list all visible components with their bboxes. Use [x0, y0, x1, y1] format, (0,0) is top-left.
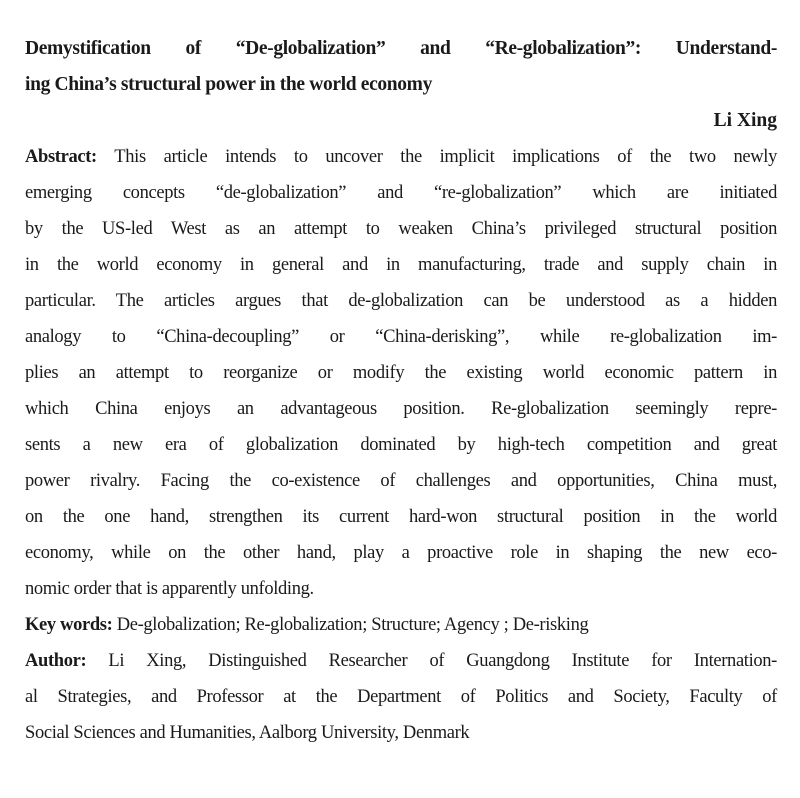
abstract-line: in the world economy in general and in manufacturing, trade and supply chain in — [25, 255, 777, 275]
abstract-line: power rivalry. Facing the co‑existence of challenges and opportunities, China must, — [25, 471, 777, 491]
abstract-line: on the one hand, strengthen its current hard‑won structural position in the world — [25, 507, 777, 527]
author-info-line: al Strategies, and Professor at the Department of Politics and Society, Faculty of — [25, 687, 777, 707]
abstract-line: emerging concepts “de‑globalization” and “re‑globalization” which are initiated — [25, 183, 777, 203]
author-info-label: Author: — [25, 651, 87, 671]
abstract-line: sents a new era of globalization dominated by high‑tech competition and great — [25, 435, 777, 455]
abstract-label: Abstract: — [25, 147, 97, 167]
author-info-line: Social Sciences and Humanities, Aalborg University, Denmark — [25, 723, 470, 743]
author-name: Li Xing — [713, 110, 777, 131]
abstract-text: This article intends to uncover the implicit implications of the two newly — [96, 147, 777, 167]
keywords-label: Key words: — [25, 615, 113, 635]
author-info-text: Li Xing, Distinguished Researcher of Guangdong Institute for Internation- — [86, 651, 777, 671]
abstract-line: by the US‑led West as an attempt to weaken China’s privileged structural position — [25, 219, 777, 239]
abstract-line: plies an attempt to reorganize or modify the existing world economic pattern in — [25, 363, 777, 383]
abstract-line: nomic order that is apparently unfolding. — [25, 579, 314, 599]
abstract-line — [25, 139, 777, 175]
keywords-line — [25, 607, 777, 643]
abstract-line: analogy to “China‑decoupling” or “China‑derisking”, while re‑globalization im- — [25, 327, 777, 347]
paper-title-line-2: ing China’s structural power in the world economy — [25, 74, 432, 95]
abstract-line: economy, while on the other hand, play a proactive role in shaping the new eco- — [25, 543, 777, 563]
author-info-line — [25, 643, 777, 679]
paper-page — [25, 31, 777, 751]
keywords-text: De‑globalization; Re‑globalization; Structure; Agency ; De‑risking — [112, 615, 589, 635]
abstract-line: which China enjoys an advantageous position. Re‑globalization seemingly repre- — [25, 399, 777, 419]
abstract-line: particular. The articles argues that de‑globalization can be understood as a hidden — [25, 291, 777, 311]
paper-title-line-1: Demystification of “De‑globalization” and “Re‑globalization”: Understand- — [25, 38, 777, 59]
